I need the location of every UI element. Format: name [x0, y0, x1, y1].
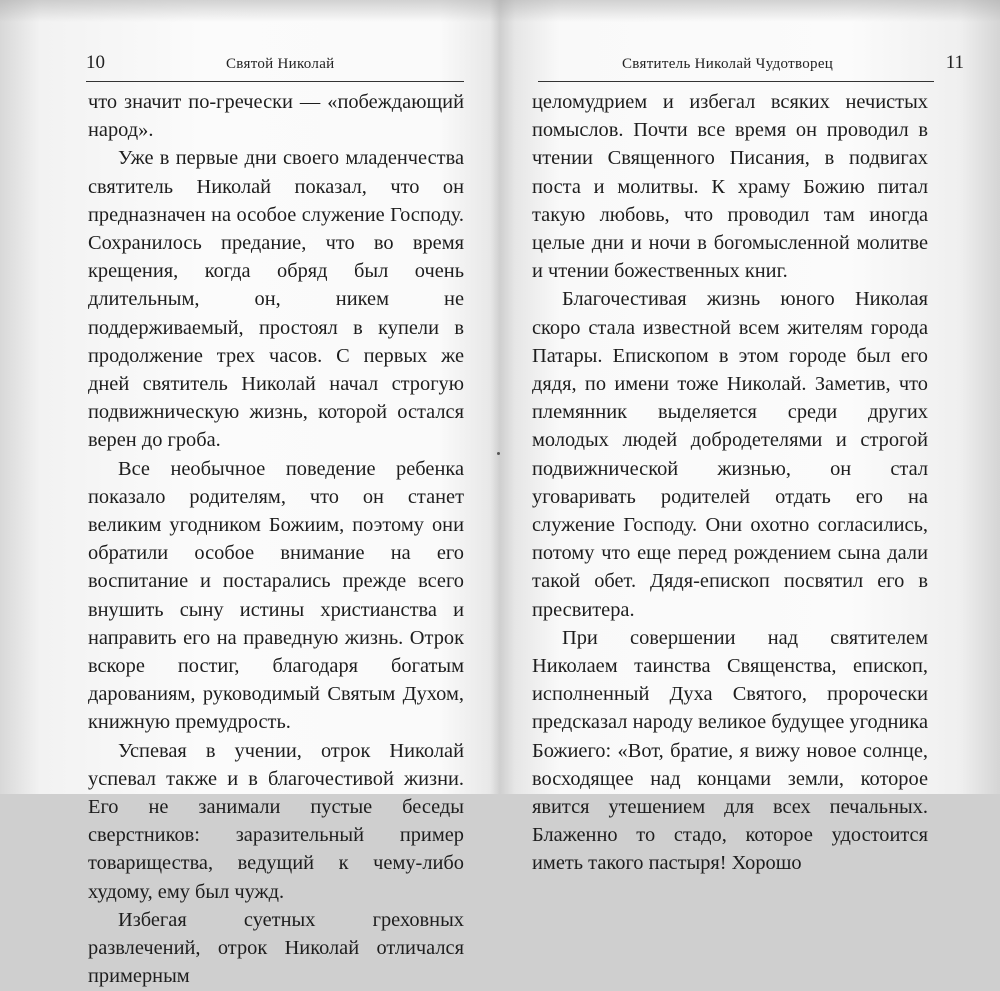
paragraph: Избегая суетных греховных развлечений, отрок Николай отличался примерным — [88, 908, 464, 988]
left-page — [0, 0, 500, 988]
paragraph: Успевая в учении, отрок Николай успевал также и в благочестивой жизни. Его не занимали пустые беседы сверстников: заразительный пример товарищества, ведущий к чему-либо худому, ему был чужд. — [88, 739, 464, 903]
left-running-head: Святой Николай — [226, 56, 335, 72]
paragraph: целомудрием и избегал всяких нечистых помыслов. Почти все время он проводил в чтении Священного Писания, в подвигах поста и молитвы. К храму Божию питал такую любовь, что проводил там иногда целые дни и ночи в богомысленной молитве и чтении божественных книг. — [532, 91, 928, 283]
right-running-head: Святитель Николай Чудотворец — [622, 56, 834, 72]
right-body-text — [532, 88, 928, 878]
right-page-header — [538, 50, 964, 82]
left-body-text — [88, 88, 464, 991]
paragraph: При совершении над святителем Николаем таинства Священства, епископ, исполненный Духа Святого, пророчески предсказал народу великое будущее угодника Божиего: «Вот, братие, я вижу новое солнце, восходящее над концами земли, которое явится утешением для всех печальных. Блаженно то стадо, которое удостоится иметь такого пастыря! Хорошо — [532, 626, 928, 875]
left-page-header — [86, 50, 464, 82]
paragraph: Все необычное поведение ребенка показало родителям, что он станет великим угодником Божиим, поэтому они обратили особое внимание на его воспитание и постарались прежде всего внушить сыну истины христианства и направить его на праведную жизнь. Отрок вскоре постиг, благодаря богатым дарованиям, руководимый Святым Духом, книжную премудрость. — [88, 457, 464, 734]
paragraph: что значит по-гречески — «побеждающий народ». — [88, 91, 464, 142]
right-page — [500, 0, 1000, 875]
paragraph: Уже в первые дни своего младенчества святитель Николай показал, что он предназначен на особое служение Господу. Сохранилось предание, что во время крещения, когда обряд был очень длительным, он, никем не поддерживаемый, простоял в купели в продолжение трех часов. С первых же дней святитель Николай начал строгую подвижническую жизнь, которой остался верен до гроба. — [88, 147, 464, 452]
gutter-mark — [497, 452, 500, 455]
left-header-rule — [86, 81, 464, 82]
paragraph: Благочестивая жизнь юного Николая скоро стала известной всем жителям города Патары. Епископом в этом городе был его дядя, по имени тоже Николай. Заметив, что племянник выделяется среди других молодых людей добродетелями и строгой подвижнической жизнью, он стал уговаривать родителей отдать его на служение Господу. Они охотно согласились, потому что еще перед рождением сына дали такой обет. Дядя-епископ посвятил его в пресвитера. — [532, 288, 928, 621]
right-page-number: 11 — [945, 52, 964, 73]
left-page-number: 10 — [86, 52, 105, 73]
right-header-rule — [538, 81, 934, 82]
